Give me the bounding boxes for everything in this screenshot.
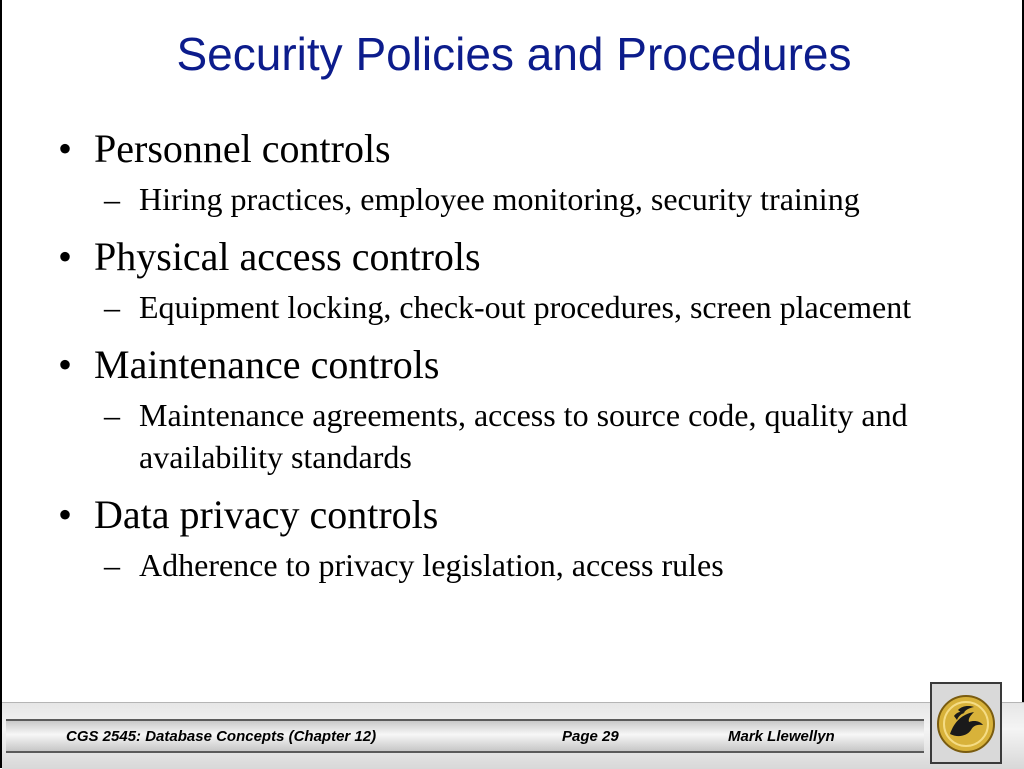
bullet-marker: • [58,126,73,171]
sub-bullet-marker: – [104,397,120,433]
footer-bar [6,719,924,753]
footer-course: CGS 2545: Database Concepts (Chapter 12) [66,728,377,745]
bullet-marker: • [58,234,73,279]
sub-bullet-text: Maintenance agreements, access to source code, quality and availability standards [139,397,908,475]
list-item [58,232,958,328]
pegasus-logo-icon [936,694,996,754]
bullet-text: Maintenance controls [94,342,440,387]
footer-author: Mark Llewellyn [728,728,835,745]
list-item [58,124,958,220]
sub-bullet-marker: – [104,181,120,217]
bullet-text: Data privacy controls [94,492,439,537]
bullet-marker: • [58,492,73,537]
list-item [58,490,958,586]
footer [2,702,1024,769]
list-item [58,340,958,478]
bullet-list [58,124,958,598]
bullet-text: Physical access controls [94,234,481,279]
footer-page-number: Page 29 [562,728,619,745]
sub-bullet-text: Hiring practices, employee monitoring, security training [139,181,860,217]
sub-bullet-marker: – [104,289,120,325]
slide-title: Security Policies and Procedures [176,28,852,80]
sub-bullet-marker: – [104,547,120,583]
sub-bullet-text: Adherence to privacy legislation, access rules [139,547,724,583]
bullet-marker: • [58,342,73,387]
sub-bullet-text: Equipment locking, check-out procedures, screen placement [139,289,912,325]
logo [930,682,1002,764]
bullet-text: Personnel controls [94,126,391,171]
